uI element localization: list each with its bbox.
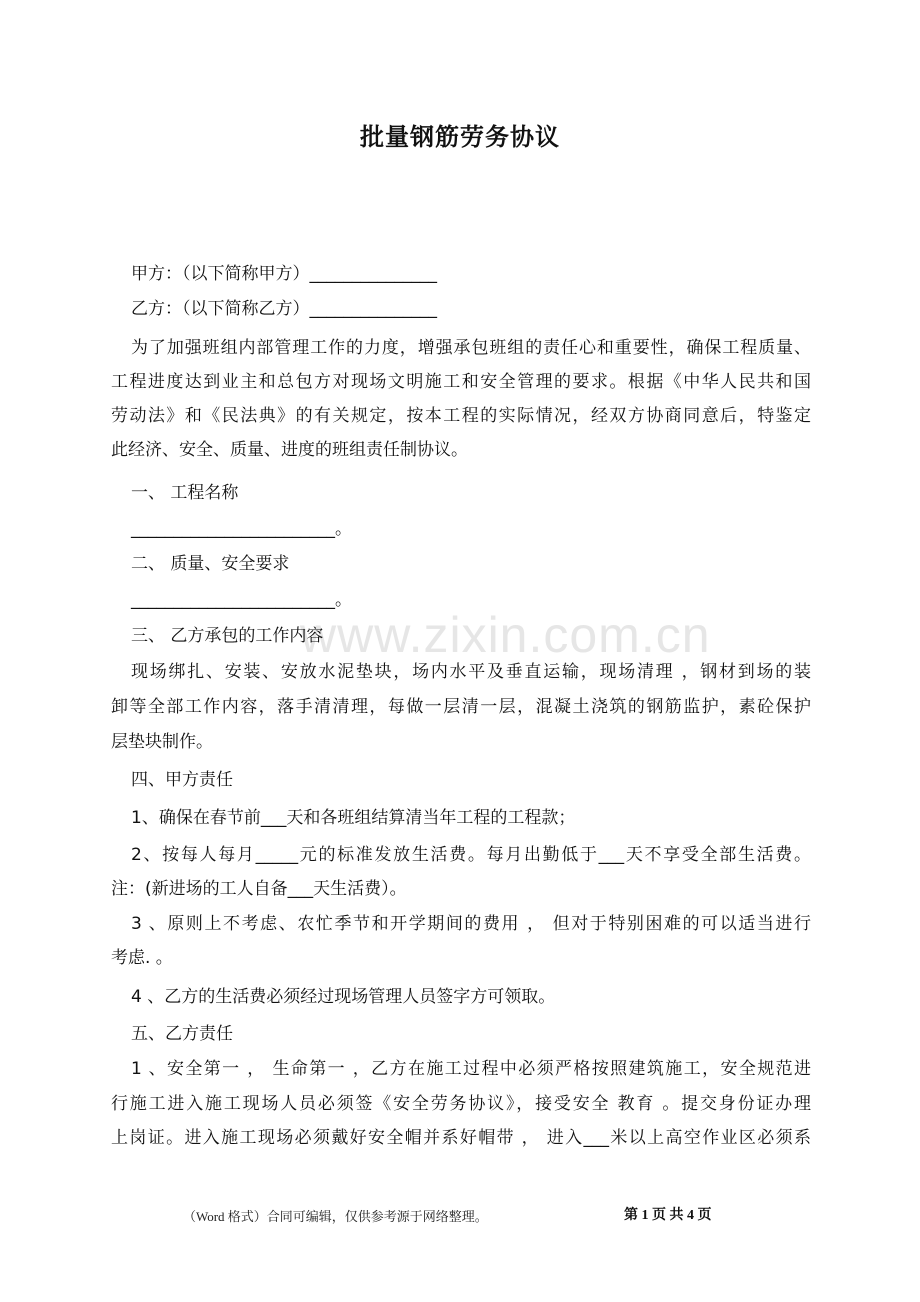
document-title: 批量钢筋劳务协议: [360, 123, 560, 151]
body-line: 卸等全部工作内容，落手清清理，每做一层清一层，混凝土浇筑的钢筋监护，素砼保护: [111, 697, 811, 717]
body-line: ________________________。: [131, 590, 352, 610]
body-line: 工程进度达到业主和总包方对现场文明施工和安全管理的要求。根据《中华人民共和国: [111, 372, 811, 392]
body-line: 三、 乙方承包的工作内容: [131, 626, 324, 646]
body-line: 上岗证。进入施工现场必须戴好安全帽并系好帽带 ， 进入___米以上高空作业区必须系: [111, 1128, 811, 1148]
body-line: 二、 质量、安全要求: [131, 554, 290, 574]
body-line: 1、确保在春节前___天和各班组结算清当年工程的工程款；: [131, 808, 576, 828]
body-line: 一、 工程名称: [131, 483, 239, 503]
body-line: 劳动法》和《民法典》的有关规定，按本工程的实际情况，经双方协商同意后，特鉴定: [111, 406, 811, 426]
body-line: 3 、原则上不考虑、农忙季节和开学期间的费用 ， 但对于特别困难的可以适当进行: [131, 914, 811, 934]
body-line: 乙方：（以下简称乙方）_______________: [131, 299, 437, 319]
body-line: 行施工进入施工现场人员必须签《安全劳务协议》，接受安全 教育 。提交身份证办理: [111, 1094, 811, 1114]
body-line: 甲方：（以下简称甲方）_______________: [131, 264, 437, 284]
body-line: 1 、安全第一 ， 生命第一 ，乙方在施工过程中必须严格按照建筑施工，安全规范进: [131, 1059, 811, 1079]
watermark: www.zixin.com.cn: [300, 607, 711, 663]
body-line: 现场绑扎、安装、安放水泥垫块，场内水平及垂直运输，现场清理 ，钢材到场的装: [131, 662, 811, 682]
body-line: 层垫块制作。: [111, 732, 213, 752]
body-line: 为了加强班组内部管理工作的力度，增强承包班组的责任心和重要性，确保工程质量、: [131, 338, 811, 358]
body-line: 2、按每人每月_____元的标准发放生活费。每月出勤低于___天不享受全部生活费。: [131, 845, 811, 865]
body-line: 4 、乙方的生活费必须经过现场管理人员签字方可领取。: [131, 987, 556, 1007]
body-line: 注：(新进场的工人自备___天生活费）。: [111, 879, 407, 899]
footer-note: （Word 格式）合同可编辑，仅供参考源于网络整理。: [183, 1209, 488, 1224]
page-number: 第 1 页 共 4 页: [624, 1208, 712, 1223]
body-line: 四、甲方责任: [131, 770, 233, 790]
body-line: ________________________。: [131, 519, 352, 539]
body-line: 五、乙方责任: [131, 1024, 233, 1044]
body-line: 此经济、安全、质量、进度的班组责任制协议。: [111, 440, 468, 460]
body-line: 考虑. 。: [111, 948, 173, 968]
